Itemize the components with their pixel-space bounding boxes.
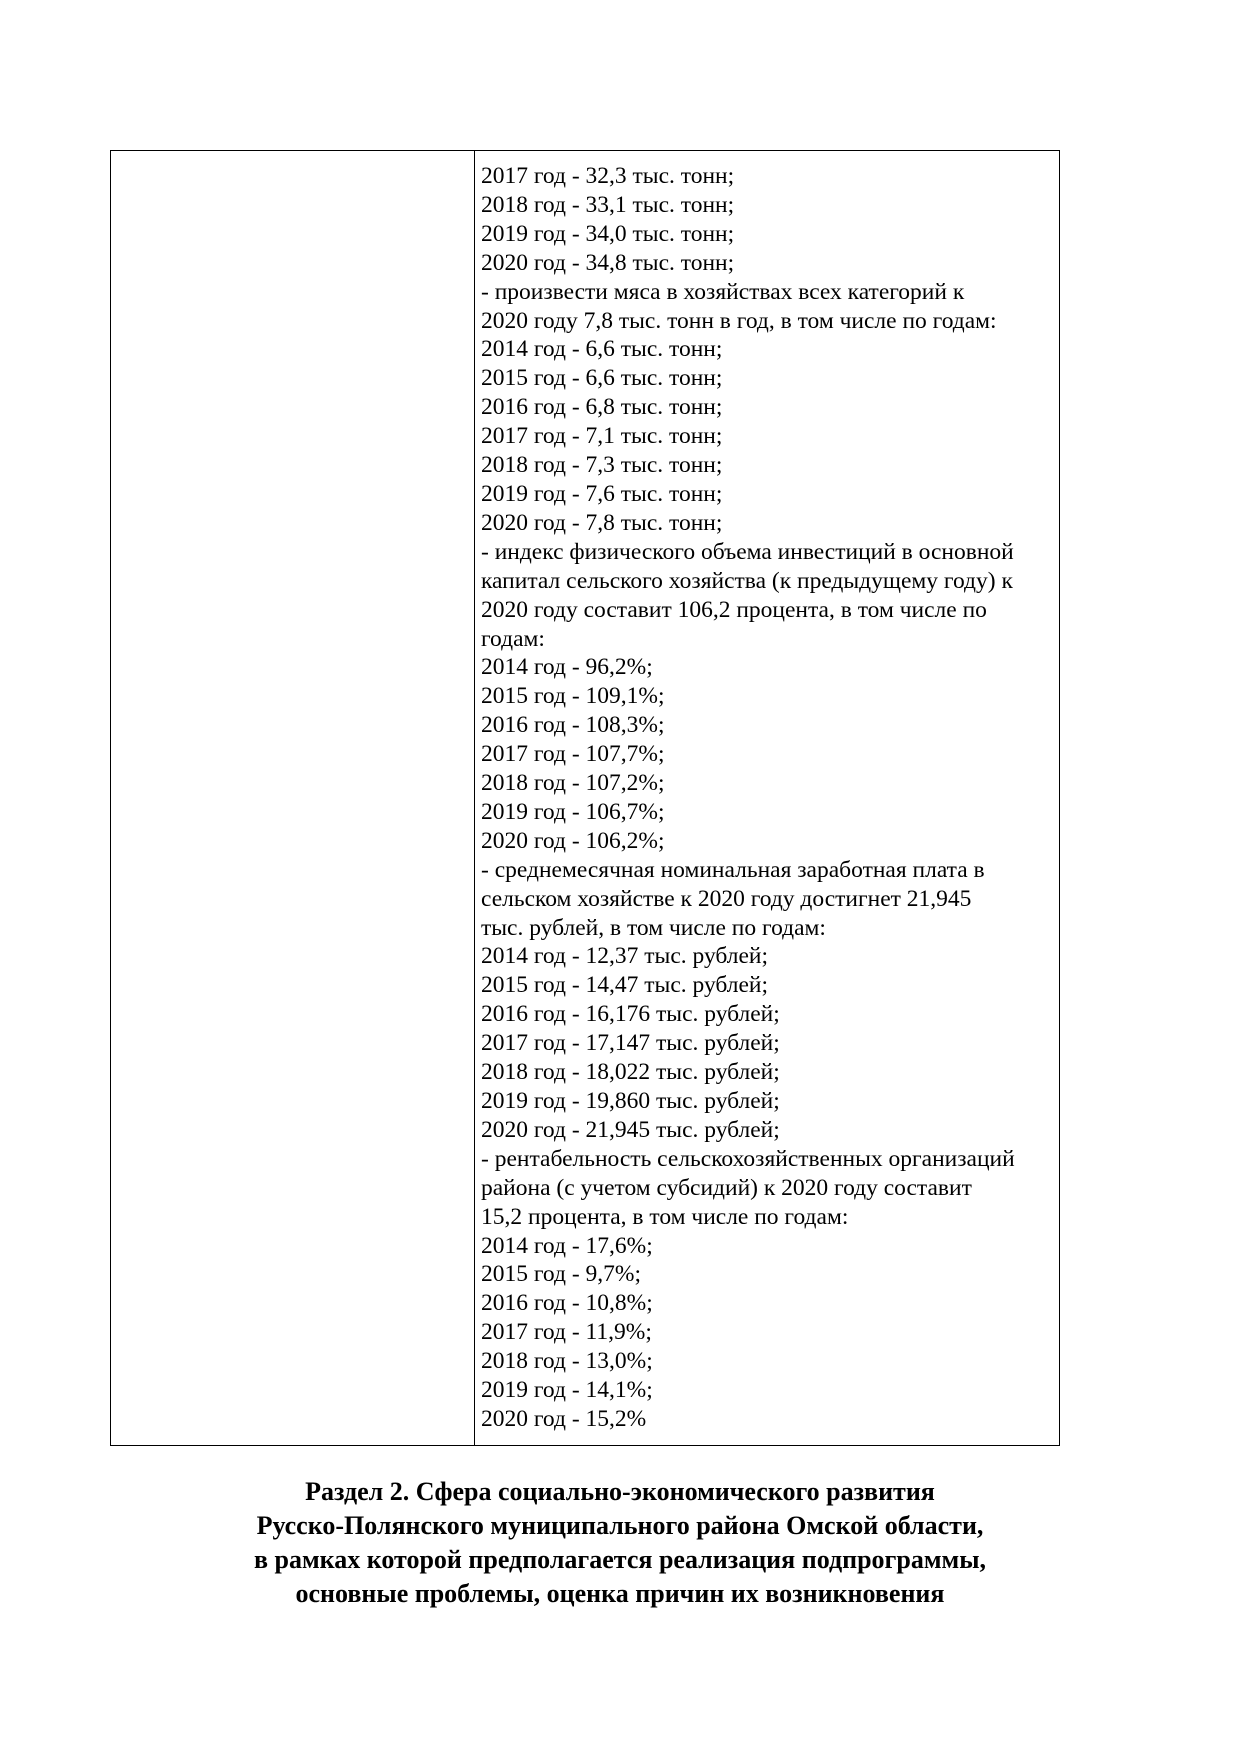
- section-heading-line: в рамках которой предполагается реализация подпрограммы,: [253, 1545, 987, 1574]
- table-text-line: 2014 год - 12,37 тыс. рублей;: [481, 943, 769, 970]
- table-text-line: 2016 год - 16,176 тыс. рублей;: [481, 1001, 780, 1028]
- table-text-line: 2017 год - 17,147 тыс. рублей;: [481, 1030, 780, 1057]
- section-heading: [110, 1475, 1130, 1611]
- document-table: [110, 150, 1060, 1446]
- table-text-line: 2020 год - 106,2%;: [481, 827, 665, 854]
- table-text-line: района (с учетом субсидий) к 2020 году составит: [481, 1174, 972, 1201]
- table-text-line: годам:: [481, 625, 545, 652]
- table-text-line: - рентабельность сельскохозяйственных организаций: [481, 1145, 1015, 1172]
- table-text-line: 2017 год - 107,7%;: [481, 741, 665, 768]
- table-text-line: 2019 год - 14,1%;: [481, 1377, 653, 1404]
- table-text-line: 2020 год - 15,2%: [481, 1405, 647, 1432]
- table-text-line: 2015 год - 14,47 тыс. рублей;: [481, 972, 769, 999]
- table-text-line: 2020 году составит 106,2 процента, в том числе по: [481, 596, 987, 623]
- table-text-line: капитал сельского хозяйства (к предыдущему году) к: [481, 567, 1013, 594]
- table-text-line: 2020 год - 7,8 тыс. тонн;: [481, 509, 723, 536]
- table-text-line: - произвести мяса в хозяйствах всех категорий к: [481, 278, 965, 305]
- table-text-line: 2016 год - 108,3%;: [481, 712, 665, 739]
- table-text-line: 2018 год - 13,0%;: [481, 1348, 653, 1375]
- table-text-line: 2020 году 7,8 тыс. тонн в год, в том числе по годам:: [481, 307, 997, 334]
- table-text-line: 2015 год - 9,7%;: [481, 1261, 642, 1288]
- table-text-line: 2018 год - 18,022 тыс. рублей;: [481, 1059, 780, 1086]
- table-text-line: 2018 год - 7,3 тыс. тонн;: [481, 452, 723, 479]
- table-cell-right: [475, 151, 1059, 1445]
- table-text-line: 15,2 процента, в том числе по годам:: [481, 1203, 849, 1230]
- table-text-line: 2017 год - 11,9%;: [481, 1319, 652, 1346]
- section-heading-line: Раздел 2. Сфера социально-экономического развития: [305, 1477, 935, 1506]
- table-text-line: 2020 год - 34,8 тыс. тонн;: [481, 249, 735, 276]
- table-text-line: - индекс физического объема инвестиций в основной: [481, 538, 1014, 565]
- table-text-line: 2016 год - 6,8 тыс. тонн;: [481, 394, 723, 421]
- table-text-line: 2016 год - 10,8%;: [481, 1290, 653, 1317]
- table-text-line: 2019 год - 106,7%;: [481, 798, 665, 825]
- table-text-line: 2014 год - 96,2%;: [481, 654, 653, 681]
- table-text-line: 2015 год - 109,1%;: [481, 683, 665, 710]
- table-cell-left: [111, 151, 475, 1445]
- table-text-line: тыс. рублей, в том числе по годам:: [481, 914, 826, 941]
- table-text-line: 2020 год - 21,945 тыс. рублей;: [481, 1116, 780, 1143]
- table-text-line: 2019 год - 34,0 тыс. тонн;: [481, 220, 735, 247]
- table-text-line: 2018 год - 33,1 тыс. тонн;: [481, 191, 735, 218]
- section-heading-line: основные проблемы, оценка причин их возникновения: [295, 1579, 945, 1608]
- table-text-line: 2015 год - 6,6 тыс. тонн;: [481, 365, 723, 392]
- table-text-line: сельском хозяйстве к 2020 году достигнет 21,945: [481, 885, 972, 912]
- table-text-line: 2017 год - 32,3 тыс. тонн;: [481, 163, 735, 189]
- table-text-line: - среднемесячная номинальная заработная плата в: [481, 856, 985, 883]
- section-heading-line: Русско-Полянского муниципального района Омской области,: [256, 1511, 984, 1540]
- table-text-line: 2014 год - 6,6 тыс. тонн;: [481, 336, 723, 363]
- table-text-line: 2014 год - 17,6%;: [481, 1232, 653, 1259]
- table-text-line: 2019 год - 7,6 тыс. тонн;: [481, 480, 723, 507]
- table-text-line: 2018 год - 107,2%;: [481, 770, 665, 797]
- table-text-line: 2017 год - 7,1 тыс. тонн;: [481, 423, 723, 450]
- table-text-line: 2019 год - 19,860 тыс. рублей;: [481, 1088, 780, 1114]
